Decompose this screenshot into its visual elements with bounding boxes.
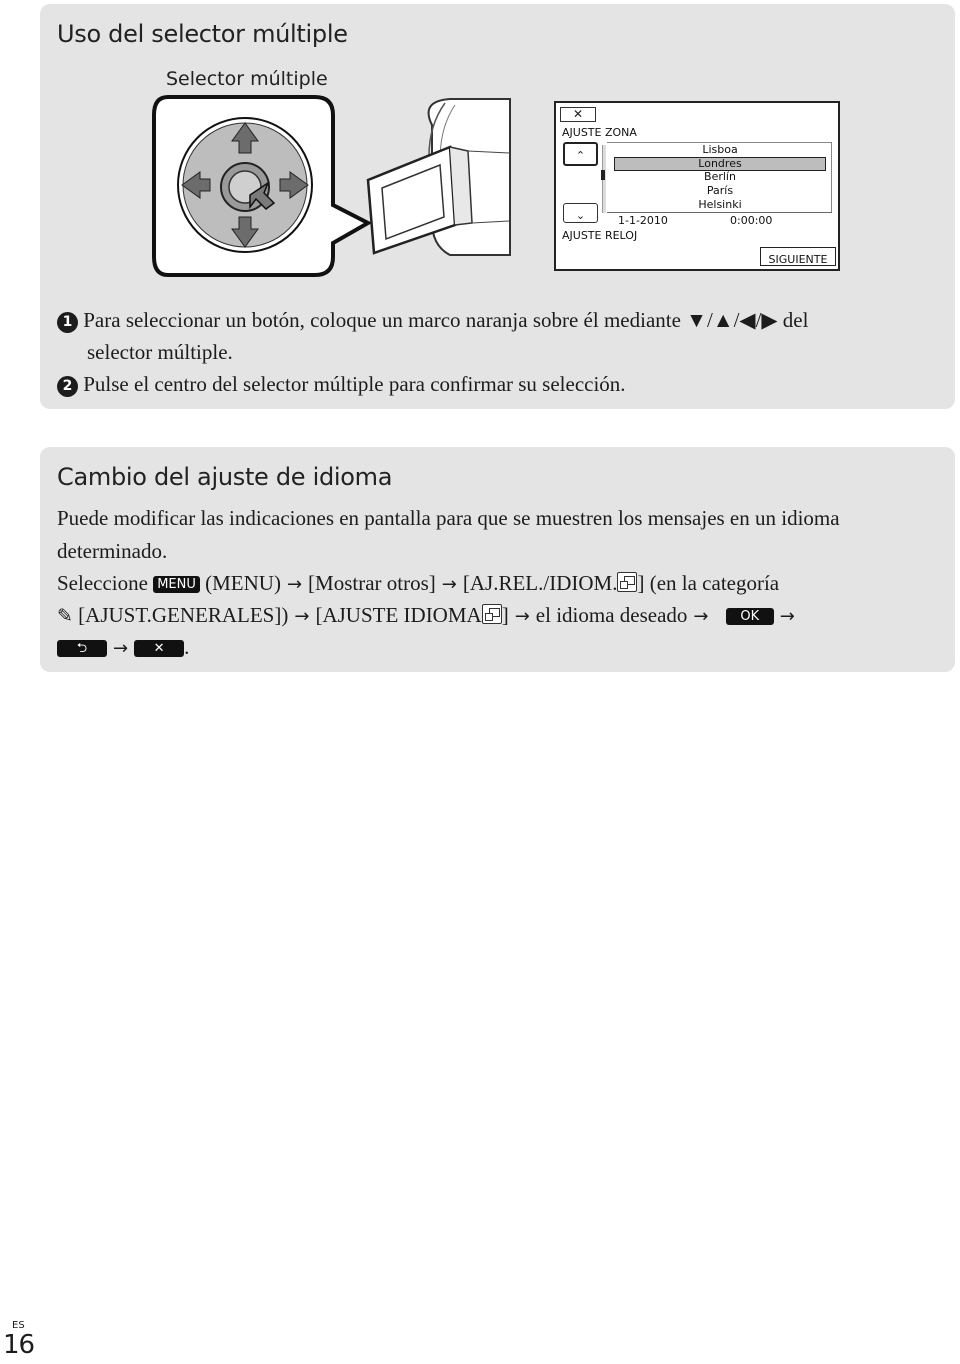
selector-label: Selector múltiple bbox=[166, 68, 328, 90]
section-title: Cambio del ajuste de idioma bbox=[57, 463, 393, 491]
back-button-icon: ⮌ bbox=[57, 640, 107, 657]
language-icon bbox=[617, 572, 637, 592]
arrow-right-icon: → bbox=[779, 606, 795, 627]
step-number-2: 2 bbox=[57, 376, 78, 397]
arrow-right-icon: → bbox=[113, 638, 129, 659]
scroll-down-button[interactable] bbox=[563, 203, 598, 223]
arrow-right-icon: → bbox=[693, 606, 709, 627]
step-1-text: Para seleccionar un botón, coloque un marco naranja sobre él mediante ▼/▲/◀/▶ del bbox=[83, 308, 809, 332]
arrow-right-icon: → bbox=[286, 574, 303, 595]
scrollbar-thumb[interactable] bbox=[601, 170, 605, 180]
city-item[interactable]: Berlín bbox=[704, 170, 736, 183]
page-number: 16 bbox=[3, 1330, 35, 1360]
step-1-continuation: selector múltiple. bbox=[87, 340, 233, 364]
next-button-label: SIGUIENTE bbox=[768, 253, 828, 266]
close-icon: ✕ bbox=[572, 107, 584, 121]
city-item[interactable]: París bbox=[706, 184, 734, 197]
menu-badge-icon: MENU bbox=[153, 576, 200, 593]
chevron-up-icon: ⌃ bbox=[575, 149, 586, 162]
instruction-line2: ✎ [AJUST.GENERALES]) → [AJUSTE IDIOMA ] → el idioma deseado → OK → bbox=[57, 599, 801, 633]
wrench-icon: ✎ bbox=[57, 605, 73, 627]
arrow-right-icon: → bbox=[441, 574, 457, 595]
clock-time: 0:00:00 bbox=[730, 214, 773, 227]
close-button-icon: ✕ bbox=[134, 640, 184, 657]
step-number-1: 1 bbox=[57, 312, 78, 333]
language-code: ES bbox=[12, 1320, 25, 1331]
date-time-divider bbox=[607, 212, 832, 213]
scroll-up-button[interactable] bbox=[563, 142, 598, 166]
next-button[interactable] bbox=[760, 247, 836, 266]
multi-selector-illustration bbox=[150, 95, 520, 280]
clock-title: AJUSTE RELOJ bbox=[562, 229, 638, 242]
arrow-right-icon: → bbox=[294, 606, 310, 627]
language-paragraph-line2: determinado. bbox=[57, 539, 168, 563]
step-1 bbox=[57, 304, 808, 336]
chevron-down-icon: ⌄ bbox=[575, 209, 586, 222]
arrow-right-icon: → bbox=[514, 606, 530, 627]
close-button[interactable] bbox=[560, 107, 596, 122]
city-item[interactable]: Londres bbox=[614, 157, 826, 171]
zone-title: AJUSTE ZONA bbox=[562, 126, 637, 139]
city-item[interactable]: Lisboa bbox=[702, 143, 738, 156]
city-item[interactable]: Helsinki bbox=[698, 198, 742, 211]
instruction-line3: ⮌ → ✕ . bbox=[57, 631, 189, 665]
step-2 bbox=[57, 368, 626, 400]
language-paragraph-line1: Puede modificar las indicaciones en pantalla para que se muestren los mensajes en un idioma bbox=[57, 506, 840, 530]
ok-button-icon: OK bbox=[726, 608, 774, 625]
instruction-line1: Seleccione MENU (MENU) → [Mostrar otros] → [AJ.REL./IDIOM. ] (en la categoría bbox=[57, 567, 779, 601]
language-icon bbox=[482, 604, 502, 624]
clock-date: 1-1-2010 bbox=[618, 214, 668, 227]
section-title: Uso del selector múltiple bbox=[57, 20, 348, 48]
step-2-text: Pulse el centro del selector múltiple para confirmar su selección. bbox=[83, 372, 626, 396]
